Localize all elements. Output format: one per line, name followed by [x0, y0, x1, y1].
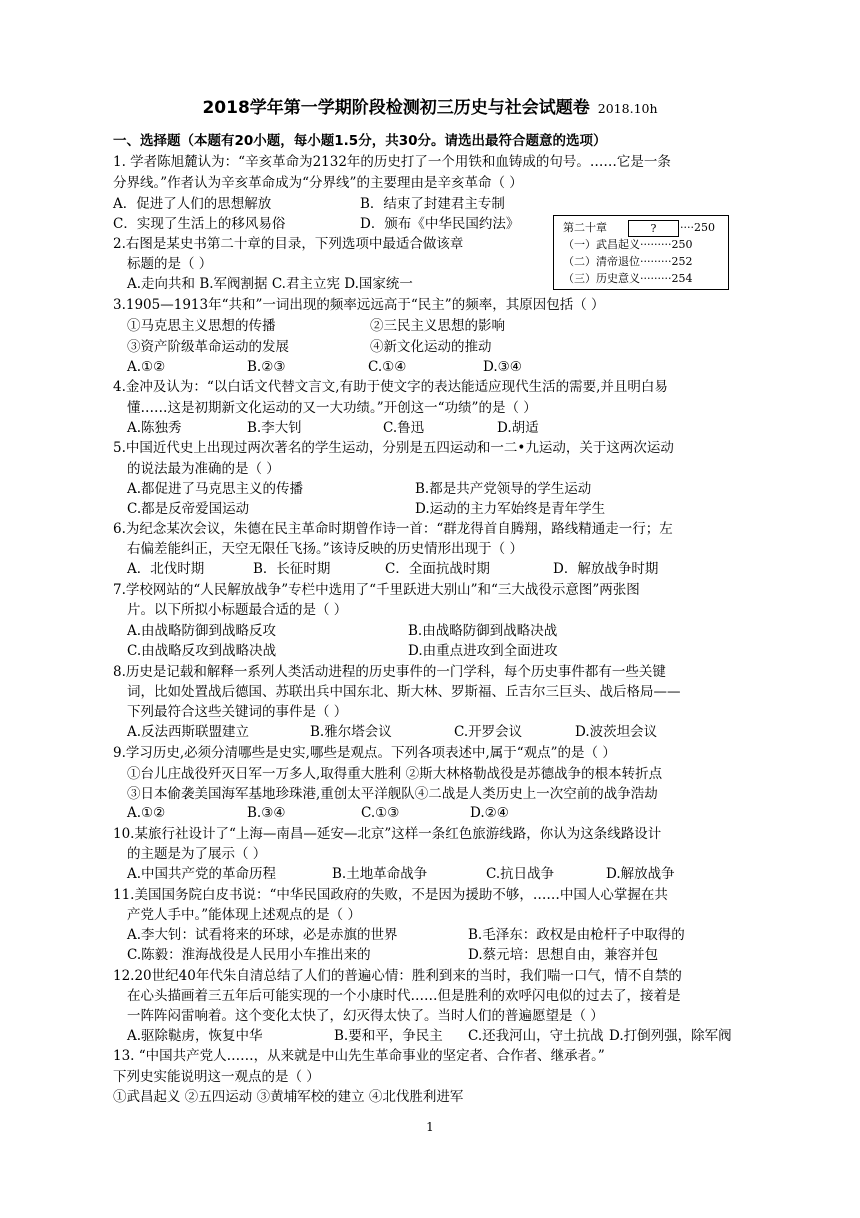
exam-title: [0, 93, 860, 118]
exam-date: 2018.10h: [597, 101, 658, 116]
q6-line2: 右偏差能纠正，天空无限任飞扬。”该诗反映的历史情形出现于（ ）: [127, 541, 523, 557]
q8-line3: 下列最符合这些关键词的事件是（ ）: [127, 704, 348, 720]
q12-line3: 一阵阵闷雷响着。这个变化太快了，幻灭得太快了。当时人们的普遍愿望是（ ）: [127, 1008, 604, 1024]
q11-line1: 11.美国国务院白皮书说：“中华民国政府的失败，不是因为援助不够，……中国人心掌握在共: [113, 887, 668, 903]
q11-option-c: C.陈毅：淮海战役是人民用小车推出来的: [127, 947, 371, 963]
page-number: 1: [426, 1120, 434, 1134]
q3-option-c: C.①④: [368, 359, 407, 375]
q9-option-d: D.②④: [470, 805, 509, 821]
q12-option-a: A.驱除鞑虏，恢复中华: [127, 1028, 263, 1044]
q10-line1: 10.某旅行社设计了“上海—南昌—延安—北京”这样一条红色旅游线路，你认为这条线路设计: [113, 826, 662, 842]
q1-line2: 分界线。”作者认为辛亥革命成为“分界线”的主要理由是辛亥革命（ ）: [113, 175, 523, 191]
q9-line3: ③日本偷袭美国海军基地珍珠港,重创太平洋舰队④二战是人类历史上一次空前的战争浩劫: [127, 786, 658, 802]
q11-option-a: A.李大钊：试看将来的环球，必是赤旗的世界: [127, 927, 398, 943]
exam-title-text: 2018学年第一学期阶段检测初三历史与社会试题卷: [202, 98, 590, 118]
q5-option-b: B.都是共产党领导的学生运动: [415, 481, 592, 497]
q7-option-d: D.由重点进攻到全面进攻: [408, 643, 558, 659]
q2-line1: 2.右图是某史书第二十章的目录，下列选项中最适合做该章: [113, 236, 464, 252]
q5-option-c: C.都是反帝爱国运动: [127, 501, 250, 517]
q5-option-a: A.都促进了马克思主义的传播: [127, 481, 304, 497]
q8-option-b: B.雅尔塔会议: [310, 724, 392, 740]
q4-option-b: B.李大钊: [247, 420, 302, 436]
q8-option-c: C.开罗会议: [454, 724, 523, 740]
q3-line1: 3.1905—1913年“共和”一词出现的频率远远高于“民主”的频率，其原因包括（ ）: [113, 297, 605, 313]
q12-line2: 在心头描画着三五年后可能实现的一个小康时代……但是胜利的欢呼闪电似的过去了，接着是: [127, 988, 681, 1004]
q12-option-d: D.打倒列强，除军阀: [609, 1028, 732, 1044]
q1-option-d: D．颁布《中华民国约法》: [360, 216, 520, 232]
q12-option-c: C.还我河山，守土抗战: [468, 1028, 604, 1044]
q7-option-b: B.由战略防御到战略决战: [408, 623, 558, 639]
q10-option-d: D.解放战争: [606, 866, 675, 882]
q7-line2: 片。以下所拟小标题最合适的是（ ）: [127, 602, 348, 618]
q3-item2: ②三民主义思想的影响: [370, 318, 505, 334]
q6-line1: 6.为纪念某次会议，朱德在民主革命时期曾作诗一首：“群龙得首自腾翔，路线精通走一行；左: [113, 521, 673, 537]
q1-line1: 1. 学者陈旭麓认为：“辛亥革命为2132年的历史打了一个用铁和血铸成的句号。……它是一条: [113, 154, 671, 170]
q9-option-c: C.①③: [361, 805, 400, 821]
q3-option-d: D.③④: [483, 359, 522, 375]
q4-line2: 懂……这是初期新文化运动的又一大功绩。”开创这一“功绩”的是（ ）: [127, 400, 537, 416]
q1-option-b: B．结束了封建君主专制: [360, 196, 505, 212]
q10-option-b: B.土地革命战争: [332, 866, 428, 882]
q8-option-d: D.波茨坦会议: [575, 724, 658, 740]
q9-option-a: A.①②: [127, 805, 166, 821]
q12-line1: 12.20世纪40年代朱自清总结了人们的普遍心情：胜利到来的当时，我们喘一口气，情不自禁的: [113, 968, 682, 984]
q13-line2: 下列史实能说明这一观点的是（ ）: [113, 1069, 320, 1085]
q5-line2: 的说法最为准确的是（ ）: [127, 461, 280, 477]
q10-option-a: A.中国共产党的革命历程: [127, 866, 277, 882]
q11-option-d: D.蔡元培：思想自由，兼容并包: [468, 947, 659, 963]
toc-chapter-page: ····250: [680, 221, 715, 234]
toc-row-1: （一）武昌起义·········250: [563, 238, 693, 251]
q7-option-a: A.由战略防御到战略反攻: [127, 623, 277, 639]
q6-option-a: A．北伐时期: [127, 561, 205, 577]
q4-option-d: D.胡适: [497, 420, 539, 436]
q7-line1: 7.学校网站的“人民解放战争”专栏中选用了“千里跃进大别山”和“三大战役示意图”两张图: [113, 582, 640, 598]
section-heading: 一、选择题（本题有20小题，每小题1.5分，共30分。请选出最符合题意的选项）: [113, 133, 607, 149]
q8-line2: 词，比如处置战后德国、苏联出兵中国东北、斯大林、罗斯福、丘吉尔三巨头、战后格局——: [127, 684, 681, 700]
toc-title-placeholder: ?: [628, 220, 679, 237]
q4-option-a: A.陈独秀: [127, 420, 182, 436]
q5-option-d: D.运动的主力军始终是青年学生: [415, 501, 606, 517]
q8-line1: 8.历史是记载和解释一系列人类活动进程的历史事件的一门学科，每个历史事件都有一些关键: [113, 664, 666, 680]
q1-option-a: A．促进了人们的思想解放: [113, 196, 272, 212]
q3-item3: ③资产阶级革命运动的发展: [127, 339, 289, 355]
q6-option-d: D．解放战争时期: [553, 561, 659, 577]
q10-line2: 的主题是为了展示（ ）: [127, 846, 267, 862]
q3-option-b: B.②③: [247, 359, 286, 375]
q9-line1: 9.学习历史,必须分清哪些是史实,哪些是观点。下列各项表述中,属于“观点”的是（ ）: [113, 745, 616, 761]
toc-row-2: （二）清帝退位·········252: [563, 255, 693, 268]
q1-option-c: C．实现了生活上的移风易俗: [113, 216, 286, 232]
q4-option-c: C.鲁迅: [383, 420, 425, 436]
q5-line1: 5.中国近代史上出现过两次著名的学生运动，分别是五四运动和一二•九运动，关于这两次运动: [113, 440, 674, 456]
q8-option-a: A.反法西斯联盟建立: [127, 724, 250, 740]
q9-option-b: B.③④: [247, 805, 286, 821]
q11-line2: 产党人手中。”能体现上述观点的是（ ）: [127, 907, 361, 923]
q9-line2: ①台儿庄战役歼灭日军一万多人,取得重大胜利 ②斯大林格勒战役是苏德战争的根本转折点: [127, 766, 663, 782]
q3-item4: ④新文化运动的推动: [370, 339, 492, 355]
q4-line1: 4.金冲及认为：“以白话文代替文言文,有助于使文字的表达能适应现代生活的需要,并且明白易: [113, 379, 668, 395]
q13-line1: 13. “中国共产党人……，从来就是中山先生革命事业的坚定者、合作者、继承者。”: [113, 1048, 605, 1064]
toc-chapter: 第二十章: [563, 221, 607, 234]
q11-option-b: B.毛泽东：政权是由枪杆子中取得的: [468, 927, 685, 943]
q13-line3: ①武昌起义 ②五四运动 ③黄埔军校的建立 ④北伐胜利进军: [113, 1089, 464, 1105]
q10-option-c: C.抗日战争: [486, 866, 555, 882]
q6-option-b: B．长征时期: [253, 561, 331, 577]
q12-option-b: B.要和平，争民主: [334, 1028, 443, 1044]
q3-item1: ①马克思主义思想的传播: [127, 318, 276, 334]
toc-row-3: （三）历史意义·········254: [563, 272, 693, 285]
q7-option-c: C.由战略反攻到战略决战: [127, 643, 277, 659]
q2-options: A.走向共和 B.军阀割据 C.君主立宪 D.国家统一: [127, 276, 413, 292]
q3-option-a: A.①②: [127, 359, 166, 375]
q6-option-c: C．全面抗战时期: [385, 561, 490, 577]
q2-line2: 标题的是（ ）: [127, 256, 213, 272]
